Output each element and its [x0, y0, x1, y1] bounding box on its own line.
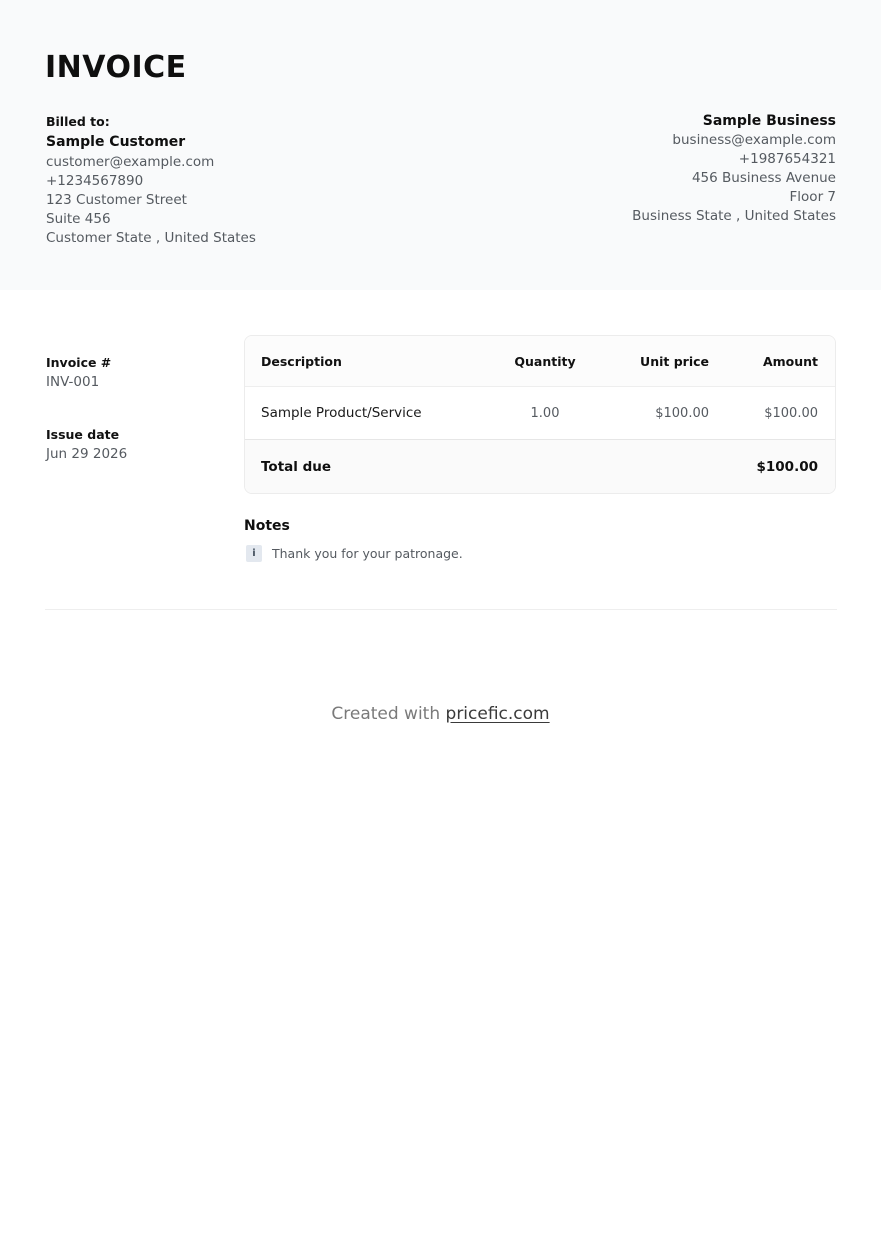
invoice-number: INV-001 — [46, 374, 100, 390]
customer-address-line1: 123 Customer Street — [46, 192, 187, 208]
customer-name: Sample Customer — [46, 134, 186, 150]
business-name: Sample Business — [702, 113, 836, 129]
billed-to-label: Billed to: — [46, 114, 110, 129]
invoice-header — [0, 0, 881, 290]
issue-date-label: Issue date — [46, 427, 120, 442]
business-address-line2: Floor 7 — [789, 189, 836, 205]
section-divider — [45, 609, 837, 610]
footer-credit — [0, 703, 881, 725]
invoice-meta — [46, 355, 226, 464]
table-total-row — [245, 440, 835, 494]
footer-link[interactable]: pricefic.com — [445, 704, 550, 724]
customer-region: Customer State , United States — [46, 230, 256, 246]
total-due-label: Total due — [261, 459, 332, 475]
row-unit-price: $100.00 — [655, 405, 709, 421]
row-description: Sample Product/Service — [261, 405, 422, 421]
row-amount: $100.00 — [764, 405, 818, 421]
business-block — [476, 112, 836, 226]
invoice-number-label: Invoice # — [46, 355, 112, 370]
column-header-quantity: Quantity — [514, 353, 576, 369]
invoice-title: INVOICE — [45, 50, 187, 85]
customer-email: customer@example.com — [46, 154, 215, 170]
line-items-table — [244, 335, 836, 494]
business-region: Business State , United States — [632, 208, 836, 224]
info-icon: i — [246, 545, 262, 562]
notes-heading: Notes — [244, 518, 290, 534]
business-email: business@example.com — [672, 132, 836, 148]
total-due-value: $100.00 — [756, 459, 818, 475]
table-row — [245, 387, 835, 440]
column-header-description: Description — [261, 353, 342, 369]
business-address-line1: 456 Business Avenue — [691, 170, 836, 186]
notes-section — [244, 517, 836, 562]
footer-prefix: Created with — [331, 704, 441, 724]
column-header-unit-price: Unit price — [640, 353, 709, 369]
note-text: Thank you for your patronage. — [272, 545, 463, 561]
table-header-row — [245, 336, 835, 387]
customer-address-line2: Suite 456 — [46, 211, 111, 227]
column-header-amount: Amount — [762, 353, 818, 369]
business-phone: +1987654321 — [738, 151, 836, 167]
issue-date: Jun 29 2026 — [46, 446, 128, 462]
customer-phone: +1234567890 — [46, 173, 144, 189]
note-item — [244, 544, 836, 562]
billed-to-block — [46, 114, 406, 248]
row-quantity: 1.00 — [530, 405, 560, 421]
